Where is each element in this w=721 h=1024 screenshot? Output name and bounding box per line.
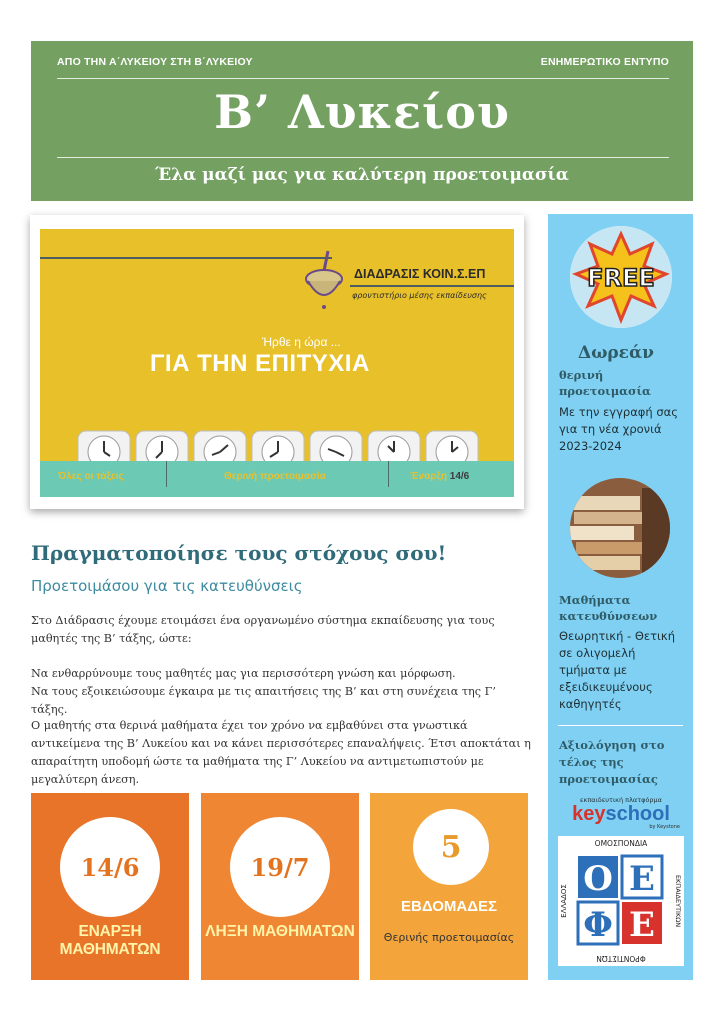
stat-value: 5 — [413, 809, 489, 885]
goal-line-2: Να τους εξοικειώσουμε έγκαιρα με τις απαιτήσεις της Β’ και στη συνέχεια της Γ’ τάξης. — [31, 685, 496, 716]
books-icon — [570, 478, 670, 578]
header-top-left: ΑΠΟ ΤΗΝ Α΄ΛΥΚΕΙΟΥ ΣΤΗ Β΄ΛΥΚΕΙΟΥ — [57, 56, 253, 68]
stat-label: ΕΝΑΡΞΗ ΜΑΘΗΜΑΤΩΝ — [59, 923, 161, 958]
stat-sublabel: Θερινής προετοιμασίας — [383, 931, 515, 944]
oefe-bottom-text: ΦΡΟΝΤΙΣΤΩΝ — [596, 954, 646, 963]
sidebar — [548, 214, 693, 980]
header-top-right: ΕΝΗΜΕΡΩΤΙΚΟ ΕΝΤΥΠΟ — [540, 56, 669, 68]
goal-line-1: Να ενθαρρύνουμε τους μαθητές μας για περισσότερη γνώση και μόρφωση. — [31, 667, 456, 680]
strip-divider — [388, 461, 389, 487]
brand-name: ΔΙΑΔΡΑΣΙΣ ΚΟΙΝ.Σ.ΕΠ — [354, 267, 486, 281]
stat-value: 19/7 — [230, 817, 330, 917]
header-divider-bottom — [57, 157, 669, 158]
free-burst-icon — [570, 226, 672, 328]
keyschool-key: key — [572, 803, 606, 825]
banner-top-line — [40, 257, 332, 259]
keyschool-school: school — [605, 803, 670, 825]
keyschool-wordmark — [556, 804, 686, 824]
banner-intro: Ήρθε η ώρα ... — [262, 335, 341, 349]
stat-box-start — [31, 793, 189, 980]
strip-divider — [166, 461, 167, 487]
spinning-top-icon — [302, 249, 348, 311]
oefe-emblem — [558, 836, 684, 966]
brand-underline — [350, 285, 514, 287]
oefe-letter-3: Φ — [583, 905, 613, 945]
oefe-top-text: ΟΜΟΣΠΟΝΔΙΑ — [594, 839, 648, 848]
paragraph-goals — [31, 665, 531, 719]
banner-info-strip — [40, 461, 514, 497]
keyschool-by: by Keystone — [649, 824, 680, 830]
page-title: Β’ Λυκείου — [214, 85, 510, 139]
paragraph-intro: Στο Διάδρασις έχουμε ετοιμάσει ένα οργανωμένο σύστημα εκπαίδευσης για τους μαθητές της Β’ τάξης, ώστε: — [31, 614, 495, 645]
oefe-letter-1: Ο — [583, 859, 613, 899]
stat-box-end — [201, 793, 359, 980]
courses-text: Θεωρητική - Θετική σε ολιγομελή τμήματα με εξειδικευμένους καθηγητές — [559, 629, 675, 711]
stat-label: ΛΗΞΗ ΜΑΘΗΜΑΤΩΝ — [205, 923, 355, 940]
free-title: Δωρεάν — [578, 343, 654, 363]
oefe-left-text: ΕΛΛΑΔΟΣ — [560, 884, 568, 918]
strip-all-classes: Όλες οι τάξεις — [58, 471, 124, 482]
keyschool-tag: εκπαιδευτική πλατφόρμα — [580, 796, 662, 804]
eval-title: Αξιολόγηση στο τέλος της προετοιμασίας — [559, 738, 665, 786]
brand-tagline: φροντιστήριο μέσης εκπαίδευσης — [352, 291, 487, 300]
promo-banner — [40, 229, 514, 497]
stat-box-weeks — [370, 793, 528, 980]
keyschool-logo — [556, 796, 686, 830]
section-subheading: Προετοιμάσου για τις κατευθύνσεις — [31, 577, 303, 595]
strip-start — [410, 471, 469, 482]
free-text: Με την εγγραφή σας για τη νέα χρονιά 2023-2024 — [559, 405, 678, 453]
header-divider-top — [57, 78, 669, 79]
strip-start-date: 14/6 — [449, 471, 470, 482]
stat-value: 14/6 — [60, 817, 160, 917]
oefe-letter-4: Ε — [629, 905, 655, 945]
banner-frame — [30, 215, 524, 509]
oefe-letter-2: Ε — [629, 859, 655, 899]
page-subtitle: Έλα μαζί μας για καλύτερη προετοιμασία — [155, 165, 569, 185]
books-image — [570, 478, 670, 578]
courses-title: Μαθήματα κατευθύνσεων — [559, 593, 658, 623]
oefe-right-text: ΕΚΠΑΙΔΕΥΤΙΚΩΝ — [674, 874, 682, 928]
newsletter-header — [31, 41, 693, 201]
sidebar-divider — [558, 725, 683, 726]
oefe-logo — [558, 836, 684, 966]
paragraph-details: Ο μαθητής στα θερινά μαθήματα έχει τον χρόνο να εμβαθύνει στα γνωστικά αντικείμενα της Β’ Λυκείου και να κάνει περισσότερες επαναλήψεις. Έτσι αποκτάται η απαραίτητη υποδομή ώστε τα μαθήματα της Γ’ Λυκείου να αντιμετωπιστούν με μεγαλύτερη άνεση. — [31, 719, 531, 786]
banner-headline: ΓΙΑ ΤΗΝ ΕΠΙΤΥΧΙΑ — [150, 350, 370, 377]
free-subtitle: θερινή προετοιμασία — [559, 368, 651, 398]
section-heading: Πραγματοποίησε τους στόχους σου! — [31, 541, 447, 565]
free-badge — [570, 226, 672, 328]
strip-start-label: Έναρξη — [410, 471, 447, 482]
free-badge-text: FREE — [587, 264, 655, 292]
strip-summer: Θερινή προετοιμασία — [224, 471, 326, 482]
stat-label: ΕΒΔΟΜΑΔΕΣ — [401, 898, 497, 915]
